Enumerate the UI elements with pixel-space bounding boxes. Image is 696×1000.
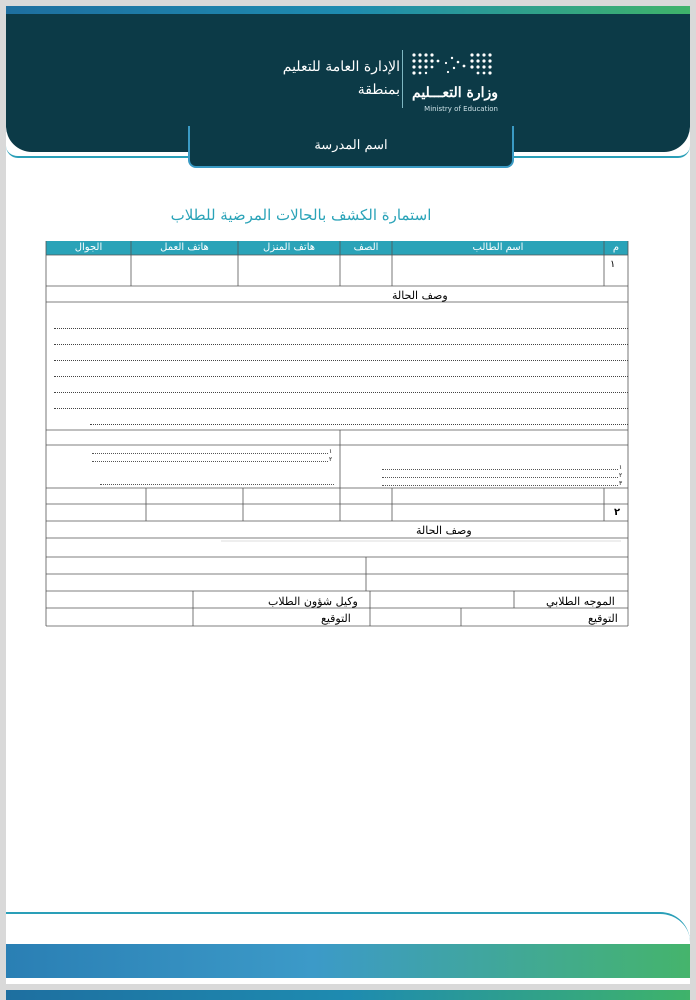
- case-line-4[interactable]: [54, 376, 628, 377]
- header-student-name: اسم الطالب: [472, 242, 524, 253]
- right-item-3-number: ٣: [619, 480, 623, 487]
- header-number: م: [612, 242, 620, 253]
- form-title: استمارة الكشف بالحالات المرضية للطلاب: [170, 206, 432, 224]
- counselor-label: الموجه الطلابي: [546, 595, 615, 608]
- right-item-1-line[interactable]: [382, 469, 618, 470]
- row-1-number: ١: [610, 259, 616, 270]
- counselor-signature-label: التوقيع: [588, 612, 618, 625]
- ministry-logo-english: Ministry of Education: [424, 105, 498, 113]
- case-line-6[interactable]: [54, 408, 628, 409]
- case-line-2[interactable]: [54, 344, 628, 345]
- right-item-2-line[interactable]: [382, 477, 618, 478]
- left-item-2-line[interactable]: [92, 461, 328, 462]
- row-1-case-label: وصف الحالة: [392, 289, 448, 302]
- header-grade: الصف: [353, 242, 379, 253]
- right-item-3-line[interactable]: [382, 485, 618, 486]
- row-2-number: ٢: [614, 507, 621, 518]
- case-line-3[interactable]: [54, 360, 628, 361]
- agent-signature-label: التوقيع: [321, 612, 351, 625]
- right-item-2-number: ٢: [619, 472, 623, 479]
- left-item-1-line[interactable]: [92, 453, 328, 454]
- ministry-logo-arabic: وزارة التعـــليم: [412, 85, 498, 101]
- left-item-2-number: ٢: [329, 456, 333, 463]
- case-line-1[interactable]: [54, 328, 628, 329]
- next-page-edge: [6, 990, 690, 1000]
- header-mobile: الجوال: [74, 242, 103, 253]
- row-2-case-label: وصف الحالة: [416, 524, 472, 537]
- header-work-phone: هاتف العمل: [160, 242, 209, 253]
- school-name-label: اسم المدرسة: [314, 138, 388, 153]
- document-page: [6, 6, 690, 984]
- header-home-phone: هاتف المنزل: [262, 242, 316, 253]
- footer-curve-line: [6, 912, 690, 942]
- left-item-3-line[interactable]: [100, 484, 334, 485]
- right-item-1-number: ١: [619, 464, 623, 471]
- administration-line2: بمنطقة: [357, 82, 400, 98]
- form-grid: [6, 6, 690, 984]
- left-item-1-number: ١: [329, 448, 333, 455]
- case-line-5[interactable]: [54, 392, 628, 393]
- case-line-7[interactable]: [90, 424, 628, 425]
- agent-label: وكيل شؤون الطلاب: [268, 595, 358, 608]
- administration-line1: الإدارة العامة للتعليم: [282, 59, 400, 75]
- footer-color-bar: [6, 944, 690, 978]
